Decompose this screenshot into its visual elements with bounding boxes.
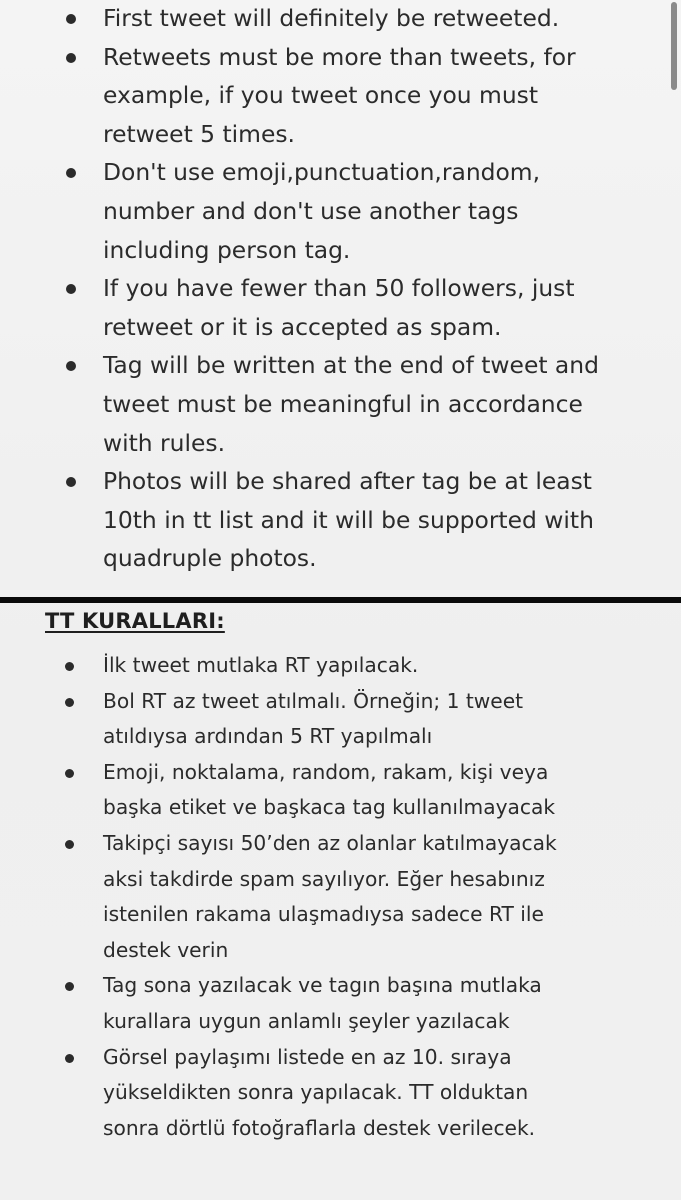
section-divider (0, 597, 681, 603)
rule-line: Bol RT az tweet atılmalı. Örneğin; 1 tweet (103, 688, 524, 713)
bullet-icon (66, 284, 76, 294)
list-item (0, 38, 660, 155)
bullet-icon (66, 361, 76, 371)
bullet-icon (66, 477, 76, 487)
rule-line: başka etiket ve başkaca tag kullanılmayacak (103, 795, 556, 820)
list-item (0, 755, 660, 826)
rule-line: Görsel paylaşımı listede en az 10. sıraya (103, 1044, 512, 1069)
bullet-icon (65, 698, 74, 707)
list-item (0, 153, 660, 270)
rule-line: yükseldikten sonra yapılacak. TT olduktan (103, 1080, 529, 1105)
rule-line: including person tag. (103, 235, 351, 264)
bullet-icon (65, 662, 74, 671)
list-item (0, 269, 660, 347)
rule-line: example, if you tweet once you must (103, 81, 539, 110)
bullet-icon (66, 14, 76, 24)
rule-line: with rules. (103, 428, 226, 457)
list-item (0, 684, 660, 755)
rule-line: Emoji, noktalama, random, rakam, kişi veya (103, 759, 549, 784)
list-item (0, 826, 660, 968)
list-item (0, 346, 660, 463)
rule-line: Tag will be written at the end of tweet and (103, 351, 599, 380)
rule-line: Retweets must be more than tweets, for (103, 42, 576, 71)
rule-line: number and don't use another tags (103, 196, 519, 225)
turkish-rules-list (0, 648, 660, 1146)
bullet-icon (65, 840, 74, 849)
bullet-icon (65, 982, 74, 991)
bullet-icon (65, 769, 74, 778)
english-rules-list (0, 0, 660, 579)
rule-line: retweet 5 times. (103, 119, 295, 148)
rule-line: aksi takdirde spam sayılıyor. Eğer hesabınız (103, 866, 545, 891)
rule-line: Takipçi sayısı 50’den az olanlar katılmayacak (103, 830, 557, 855)
rule-line: Tag sona yazılacak ve tagın başına mutlaka (103, 973, 542, 998)
bullet-icon (66, 168, 76, 178)
list-item (0, 968, 660, 1039)
list-item (0, 0, 660, 39)
rule-line: destek verin (103, 937, 229, 962)
rule-line: atıldıysa ardından 5 RT yapılmalı (103, 724, 433, 749)
rule-line: İlk tweet mutlaka RT yapılacak. (103, 653, 419, 677)
bullet-icon (66, 53, 76, 63)
rule-line: retweet or it is accepted as spam. (103, 312, 502, 341)
scrollbar-thumb[interactable] (671, 2, 677, 90)
rule-line: tweet must be meaningful in accordance (103, 389, 583, 418)
rule-line: sonra dörtlü fotoğraflarla destek verilecek. (103, 1115, 536, 1140)
list-item (0, 462, 660, 579)
bullet-icon (65, 1054, 74, 1063)
rule-line: istenilen rakama ulaşmadıysa sadece RT ile (103, 902, 544, 927)
rule-line: quadruple photos. (103, 544, 317, 573)
rule-line: If you have fewer than 50 followers, just (103, 274, 575, 303)
rule-line: Photos will be shared after tag be at least (103, 467, 592, 496)
rule-line: Don't use emoji,punctuation,random, (103, 158, 541, 187)
list-item (0, 648, 660, 684)
rule-line: kurallara uygun anlamlı şeyler yazılacak (103, 1008, 510, 1033)
rule-line: First tweet will definitely be retweeted. (103, 4, 560, 32)
section-title: TT KURALLARI: (45, 609, 225, 633)
rule-line: 10th in tt list and it will be supported with (103, 505, 594, 534)
list-item (0, 1040, 660, 1147)
